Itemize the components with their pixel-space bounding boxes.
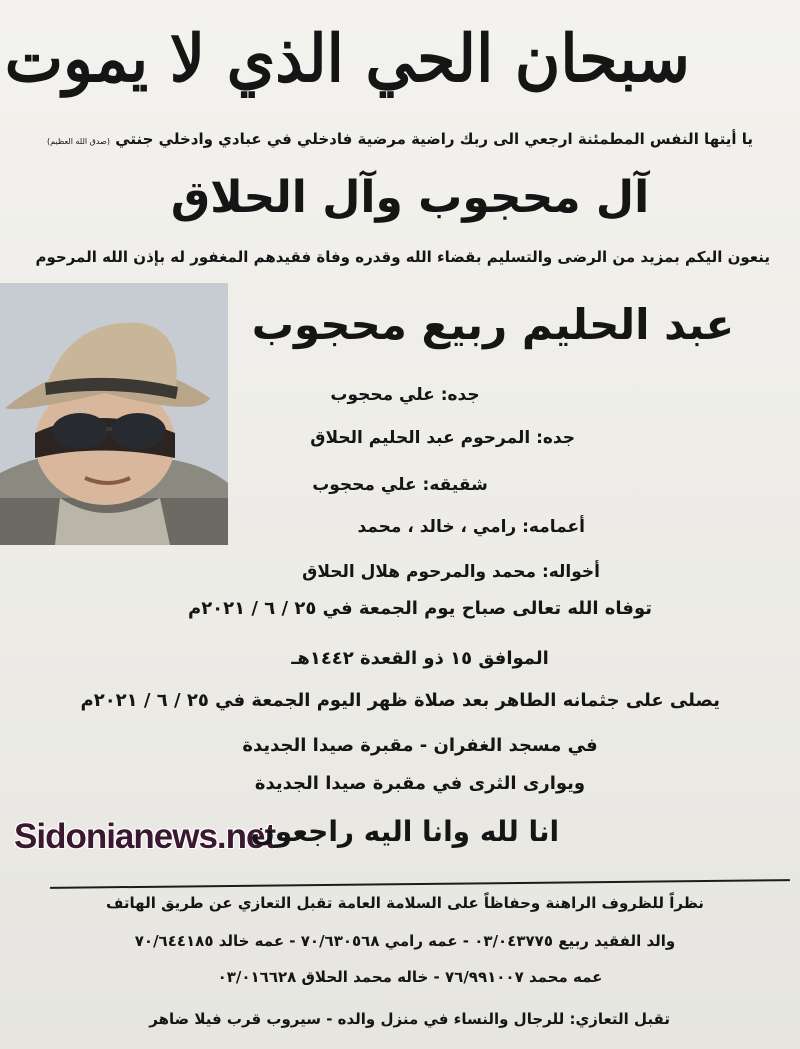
announcement-text: ينعون اليكم بمزيد من الرضى والتسليم بقضاء الله وقدره وفاة فقيدهم المغفور له بإذن الله المرحوم <box>35 248 770 266</box>
relative-line: أعمامه: رامي ، خالد ، محمد <box>357 517 585 537</box>
relative-line: جده: المرحوم عبد الحليم الحلاق <box>310 428 575 448</box>
phone-numbers-line: والد الفقيد ربيع ٠٣/٠٤٣٧٧٥ - عمه رامي ٧٠/٦٣٠٥٦٨ - عمه خالد ٧٠/٦٤٤١٨٥ <box>134 932 676 950</box>
phone-numbers-line: عمه محمد ٧٦/٩٩١٠٠٧ - خاله محمد الحلاق ٠٣/٠١٦٦٢٨ <box>217 968 603 986</box>
condolence-notice: نظراً للظروف الراهنة وحفاظاً على السلامة العامة تقبل التعازي عن طريق الهاتف <box>106 894 704 912</box>
family-names: آل محجوب وآل الحلاق <box>170 172 650 223</box>
burial-line: ويوارى الثرى في مقبرة صيدا الجديدة <box>254 773 586 794</box>
deceased-name: عبد الحليم ربيع محجوب <box>251 300 735 349</box>
verse-suffix: (صدق الله العظيم) <box>47 137 110 146</box>
deceased-photo <box>0 283 228 545</box>
prayer-line: يصلى على جثمانه الطاهر بعد صلاة ظهر اليوم الجمعة في ٢٥ / ٦ / ٢٠٢١م <box>80 690 720 711</box>
relative-line: شقيقه: علي محجوب <box>312 475 488 495</box>
quran-verse <box>30 130 770 148</box>
condolence-location: تقبل التعازي: للرجال والنساء في منزل والده - سيروب قرب فيلا ضاهر <box>149 1010 670 1028</box>
site-watermark: Sidonianews.net <box>14 817 276 856</box>
closing-phrase: انا لله وانا اليه راجعون <box>250 815 560 848</box>
death-date-line: توفاه الله تعالى صباح يوم الجمعة في ٢٥ / ٦ / ٢٠٢١م <box>187 598 653 619</box>
relative-line: أخواله: محمد والمرحوم هلال الحلاق <box>302 562 600 582</box>
calligraphy-header: سبحان الحي الذي لا يموت <box>4 20 690 97</box>
relative-line: جده: علي محجوب <box>330 385 480 405</box>
verse-text: يا أيتها النفس المطمئنة ارجعي الى ربك راضية مرضية فادخلي في عبادي وادخلي جنتي <box>115 130 753 148</box>
mosque-line: في مسجد الغفران - مقبرة صيدا الجديدة <box>242 735 598 756</box>
hijri-date-line: الموافق ١٥ ذو القعدة ١٤٤٢هـ <box>291 648 549 669</box>
portrait-illustration <box>0 283 228 545</box>
